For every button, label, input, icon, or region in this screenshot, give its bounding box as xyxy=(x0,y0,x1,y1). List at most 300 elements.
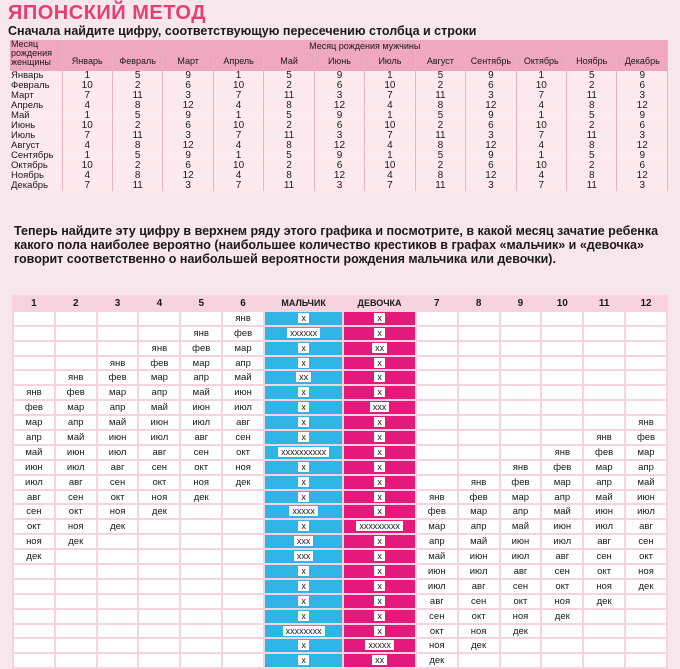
month-cell: янв xyxy=(138,341,180,356)
table-cell: 5 xyxy=(112,111,162,121)
table-cell: 7 xyxy=(62,181,112,191)
month-cell xyxy=(55,356,97,371)
chart-row xyxy=(13,356,667,371)
month-cell xyxy=(55,311,97,326)
cross-marks: x xyxy=(298,313,309,323)
table-cell: 7 xyxy=(213,131,263,141)
month-cell: фев xyxy=(583,445,625,460)
number-header: 11 xyxy=(583,296,625,311)
month-cell xyxy=(416,370,458,385)
boy-cell xyxy=(264,549,343,564)
mother-month-label: Ноябрь xyxy=(10,171,62,181)
girl-cell xyxy=(343,534,416,549)
girl-cell xyxy=(343,326,416,341)
table-cell: 5 xyxy=(567,71,617,81)
table-cell: 5 xyxy=(264,151,314,161)
month-cell: май xyxy=(180,385,222,400)
month-cell: ноя xyxy=(222,460,264,475)
table-cell: 1 xyxy=(213,151,263,161)
month-cell: окт xyxy=(458,609,500,624)
month-cell xyxy=(625,653,667,668)
month-cell xyxy=(138,579,180,594)
number-header: 9 xyxy=(500,296,542,311)
month-cell: мар xyxy=(180,356,222,371)
month-cell xyxy=(583,385,625,400)
table-cell: 9 xyxy=(466,71,516,81)
month-cell: июл xyxy=(97,445,139,460)
boy-cell xyxy=(264,638,343,653)
month-cell xyxy=(180,311,222,326)
table-cell: 5 xyxy=(415,71,465,81)
cross-marks: x xyxy=(374,626,385,636)
month-cell: июн xyxy=(625,490,667,505)
girl-cell xyxy=(343,519,416,534)
table-cell: 3 xyxy=(163,131,213,141)
table-cell: 8 xyxy=(112,101,162,111)
month-cell xyxy=(180,519,222,534)
month-cell xyxy=(458,326,500,341)
month-cell: авг xyxy=(222,415,264,430)
month-cell xyxy=(500,445,542,460)
month-cell: май xyxy=(500,519,542,534)
page-title: ЯПОНСКИЙ МЕТОД xyxy=(8,2,206,24)
month-cell xyxy=(13,594,55,609)
month-cell xyxy=(541,341,583,356)
table-cell: 10 xyxy=(365,161,415,171)
month-cell: апр xyxy=(625,460,667,475)
month-cell: авг xyxy=(583,534,625,549)
month-cell: авг xyxy=(97,460,139,475)
month-cell xyxy=(625,311,667,326)
table-cell: 5 xyxy=(415,111,465,121)
chart-row xyxy=(13,534,667,549)
month-cell xyxy=(500,341,542,356)
month-cell xyxy=(583,400,625,415)
cross-marks: xxxxxx xyxy=(287,328,320,338)
month-cell xyxy=(222,653,264,668)
table-cell: 8 xyxy=(264,171,314,181)
month-cell: фев xyxy=(55,385,97,400)
table-cell: 1 xyxy=(365,71,415,81)
table-cell: 3 xyxy=(163,181,213,191)
month-cell: май xyxy=(458,534,500,549)
boy-cell xyxy=(264,370,343,385)
boy-cell xyxy=(264,475,343,490)
table-cell: 9 xyxy=(466,151,516,161)
table-cell: 6 xyxy=(466,121,516,131)
table-cell: 11 xyxy=(112,181,162,191)
table-cell: 2 xyxy=(567,81,617,91)
month-cell xyxy=(55,326,97,341)
girl-cell xyxy=(343,356,416,371)
cross-marks: x xyxy=(298,358,309,368)
month-cell: апр xyxy=(55,415,97,430)
father-month-header: Месяц рождения мужчины xyxy=(62,40,668,51)
month-cell: июн xyxy=(416,564,458,579)
month-cell xyxy=(625,356,667,371)
month-cell xyxy=(97,638,139,653)
table-cell: 12 xyxy=(617,101,668,111)
table-cell: 2 xyxy=(264,81,314,91)
number-header: 5 xyxy=(180,296,222,311)
month-cell xyxy=(541,385,583,400)
table-cell: 2 xyxy=(415,81,465,91)
month-cell: дек xyxy=(97,519,139,534)
table-cell: 11 xyxy=(567,91,617,101)
month-cell xyxy=(416,415,458,430)
month-cell: окт xyxy=(416,624,458,639)
month-cell: мар xyxy=(13,415,55,430)
month-cell xyxy=(222,504,264,519)
month-cell: апр xyxy=(138,385,180,400)
table-cell: 7 xyxy=(213,91,263,101)
month-cell xyxy=(97,341,139,356)
table-cell: 11 xyxy=(567,131,617,141)
table-cell: 6 xyxy=(466,81,516,91)
table-cell: 9 xyxy=(163,151,213,161)
cross-marks: x xyxy=(374,492,385,502)
month-cell: дек xyxy=(180,490,222,505)
table-cell: 3 xyxy=(466,181,516,191)
month-cell xyxy=(583,311,625,326)
cross-marks: xxxxx xyxy=(365,640,394,650)
chart-row xyxy=(13,415,667,430)
boy-cell xyxy=(264,326,343,341)
gender-chart xyxy=(12,295,668,669)
table-cell: 10 xyxy=(213,161,263,171)
cross-marks: x xyxy=(298,462,309,472)
month-cell xyxy=(97,564,139,579)
month-cell: апр xyxy=(97,400,139,415)
table-cell: 2 xyxy=(264,161,314,171)
table-cell: 6 xyxy=(617,161,668,171)
table-cell: 12 xyxy=(466,101,516,111)
month-cell: авг xyxy=(541,549,583,564)
month-cell: окт xyxy=(55,504,97,519)
number-header: 6 xyxy=(222,296,264,311)
month-cell: янв xyxy=(222,311,264,326)
month-cell xyxy=(138,609,180,624)
cross-marks: xxx xyxy=(294,536,314,546)
girl-cell xyxy=(343,653,416,668)
table-cell: 12 xyxy=(314,171,364,181)
month-cell xyxy=(55,549,97,564)
month-cell xyxy=(458,341,500,356)
table-cell: 12 xyxy=(163,141,213,151)
month-cell: янв xyxy=(55,370,97,385)
month-cell xyxy=(500,430,542,445)
table-cell: 9 xyxy=(163,111,213,121)
month-cell: фев xyxy=(138,356,180,371)
table-cell: 3 xyxy=(617,91,668,101)
month-cell xyxy=(541,356,583,371)
month-cell: фев xyxy=(180,341,222,356)
table-cell: 3 xyxy=(466,131,516,141)
month-cell: мар xyxy=(583,460,625,475)
month-cell xyxy=(13,370,55,385)
table-cell: 6 xyxy=(314,161,364,171)
table-cell: 8 xyxy=(264,101,314,111)
table-cell: 7 xyxy=(516,131,566,141)
father-month-label: Август xyxy=(415,51,465,71)
month-cell: июл xyxy=(55,460,97,475)
table-cell: 9 xyxy=(314,111,364,121)
month-cell xyxy=(13,356,55,371)
month-cell xyxy=(416,326,458,341)
month-cell: июн xyxy=(180,400,222,415)
month-cell: дек xyxy=(416,653,458,668)
table-cell: 12 xyxy=(617,141,668,151)
table-cell: 2 xyxy=(567,161,617,171)
cross-marks: x xyxy=(374,596,385,606)
month-cell: апр xyxy=(541,490,583,505)
table-cell: 4 xyxy=(516,171,566,181)
month-cell: янв xyxy=(458,475,500,490)
table-cell: 2 xyxy=(415,161,465,171)
month-cell: мар xyxy=(541,475,583,490)
table-cell: 7 xyxy=(516,91,566,101)
chart-row xyxy=(13,385,667,400)
month-cell: июл xyxy=(222,400,264,415)
table-cell: 11 xyxy=(112,91,162,101)
month-cell xyxy=(138,624,180,639)
month-cell xyxy=(138,519,180,534)
month-cell xyxy=(458,400,500,415)
month-cell xyxy=(13,326,55,341)
month-cell xyxy=(13,624,55,639)
table-cell: 4 xyxy=(62,171,112,181)
month-cell: июн xyxy=(13,460,55,475)
father-month-label: Ноябрь xyxy=(567,51,617,71)
month-cell xyxy=(13,638,55,653)
month-cell xyxy=(55,609,97,624)
month-cell: окт xyxy=(541,579,583,594)
month-cell: сен xyxy=(55,490,97,505)
table-cell: 12 xyxy=(163,101,213,111)
table-cell: 8 xyxy=(264,141,314,151)
month-cell: окт xyxy=(222,445,264,460)
table-cell: 7 xyxy=(365,131,415,141)
month-cell xyxy=(55,624,97,639)
instruction-text: Сначала найдите цифру, соответствующую пересечению столбца и строки xyxy=(8,24,477,38)
table-cell: 5 xyxy=(567,151,617,161)
girl-cell xyxy=(343,311,416,326)
cross-marks: x xyxy=(298,581,309,591)
month-cell xyxy=(500,326,542,341)
month-cell xyxy=(458,370,500,385)
chart-row xyxy=(13,460,667,475)
girl-cell xyxy=(343,385,416,400)
table-cell: 3 xyxy=(314,131,364,141)
girl-cell xyxy=(343,475,416,490)
girl-cell xyxy=(343,341,416,356)
month-cell xyxy=(416,430,458,445)
table-cell: 4 xyxy=(213,141,263,151)
month-cell xyxy=(500,638,542,653)
girl-cell xyxy=(343,624,416,639)
table-cell: 10 xyxy=(213,81,263,91)
cross-marks: x xyxy=(374,462,385,472)
table-cell: 9 xyxy=(617,151,668,161)
month-cell: июн xyxy=(500,534,542,549)
month-cell: апр xyxy=(222,356,264,371)
month-cell: окт xyxy=(500,594,542,609)
month-cell xyxy=(97,609,139,624)
month-cell xyxy=(625,400,667,415)
table-cell: 6 xyxy=(163,81,213,91)
table-cell: 5 xyxy=(567,111,617,121)
month-cell: июн xyxy=(55,445,97,460)
month-cell: мар xyxy=(500,490,542,505)
month-cell xyxy=(583,326,625,341)
month-cell xyxy=(13,579,55,594)
month-cell: сен xyxy=(13,504,55,519)
month-cell xyxy=(97,534,139,549)
month-cell xyxy=(138,326,180,341)
chart-row xyxy=(13,430,667,445)
month-cell: дек xyxy=(583,594,625,609)
table-cell: 1 xyxy=(516,151,566,161)
month-cell xyxy=(13,311,55,326)
header-row xyxy=(10,40,668,51)
month-cell: май xyxy=(138,400,180,415)
month-cell xyxy=(55,638,97,653)
table-cell: 10 xyxy=(213,121,263,131)
month-cell: июл xyxy=(416,579,458,594)
chart-row xyxy=(13,490,667,505)
month-cell xyxy=(55,564,97,579)
month-cell: окт xyxy=(13,519,55,534)
cross-marks: x xyxy=(298,387,309,397)
month-cell: дек xyxy=(55,534,97,549)
month-cell xyxy=(416,341,458,356)
month-cell: фев xyxy=(541,460,583,475)
month-cell: авг xyxy=(13,490,55,505)
table-cell: 6 xyxy=(617,121,668,131)
table-cell: 5 xyxy=(264,71,314,81)
month-cell: мар xyxy=(458,504,500,519)
month-cell xyxy=(416,356,458,371)
month-cell xyxy=(180,564,222,579)
month-cell: июл xyxy=(138,430,180,445)
chart-row xyxy=(13,549,667,564)
mother-month-label: Февраль xyxy=(10,81,62,91)
month-cell: июн xyxy=(458,549,500,564)
table-cell: 7 xyxy=(62,131,112,141)
table-cell: 10 xyxy=(516,81,566,91)
cross-marks: x xyxy=(298,655,309,665)
cross-marks: x xyxy=(374,432,385,442)
month-cell: май xyxy=(97,415,139,430)
table-cell: 10 xyxy=(62,161,112,171)
cross-marks: xxxxx xyxy=(289,506,318,516)
month-cell: дек xyxy=(138,504,180,519)
month-cell: май xyxy=(55,430,97,445)
months-row xyxy=(10,51,668,71)
boy-cell xyxy=(264,624,343,639)
table-cell: 6 xyxy=(314,121,364,131)
father-month-label: Декабрь xyxy=(617,51,668,71)
month-cell: ноя xyxy=(55,519,97,534)
girl-cell xyxy=(343,400,416,415)
table-cell: 8 xyxy=(112,141,162,151)
table-cell: 6 xyxy=(314,81,364,91)
table-cell: 9 xyxy=(314,71,364,81)
month-cell xyxy=(222,609,264,624)
month-cell: дек xyxy=(458,638,500,653)
chart-row xyxy=(13,609,667,624)
month-cell xyxy=(97,549,139,564)
month-cell xyxy=(625,385,667,400)
boy-cell xyxy=(264,445,343,460)
girl-header: ДЕВОЧКА xyxy=(343,296,416,311)
table-cell: 7 xyxy=(516,181,566,191)
month-cell: дек xyxy=(500,624,542,639)
table-cell: 11 xyxy=(112,131,162,141)
month-cell xyxy=(458,385,500,400)
month-cell: окт xyxy=(97,490,139,505)
month-cell: сен xyxy=(583,549,625,564)
girl-cell xyxy=(343,609,416,624)
table-cell: 7 xyxy=(213,181,263,191)
month-cell: июл xyxy=(500,549,542,564)
month-cell xyxy=(13,653,55,668)
month-cell xyxy=(625,594,667,609)
month-cell xyxy=(541,370,583,385)
month-cell: апр xyxy=(416,534,458,549)
month-cell xyxy=(138,311,180,326)
boy-cell xyxy=(264,460,343,475)
month-cell: дек xyxy=(625,579,667,594)
cross-marks: x xyxy=(374,536,385,546)
month-cell xyxy=(416,400,458,415)
cross-marks: x xyxy=(374,551,385,561)
month-cell: окт xyxy=(138,475,180,490)
table-cell: 1 xyxy=(213,111,263,121)
number-header: 1 xyxy=(13,296,55,311)
mother-month-label: Сентябрь xyxy=(10,151,62,161)
month-cell: янв xyxy=(500,460,542,475)
month-cell: авг xyxy=(500,564,542,579)
month-cell: авг xyxy=(625,519,667,534)
boy-cell xyxy=(264,609,343,624)
month-cell: сен xyxy=(500,579,542,594)
month-cell xyxy=(97,624,139,639)
number-header: 12 xyxy=(625,296,667,311)
father-month-label: Февраль xyxy=(112,51,162,71)
table-cell: 11 xyxy=(264,91,314,101)
month-cell xyxy=(625,341,667,356)
boy-cell xyxy=(264,490,343,505)
month-cell xyxy=(138,564,180,579)
table-cell: 4 xyxy=(213,101,263,111)
month-cell: сен xyxy=(222,430,264,445)
cross-marks: x xyxy=(374,477,385,487)
month-cell xyxy=(541,326,583,341)
month-cell: фев xyxy=(13,400,55,415)
month-cell xyxy=(583,341,625,356)
month-cell: май xyxy=(583,490,625,505)
cross-marks: x xyxy=(374,566,385,576)
month-cell: фев xyxy=(625,430,667,445)
father-month-label: Апрель xyxy=(213,51,263,71)
chart-row xyxy=(13,311,667,326)
cross-marks: x xyxy=(298,640,309,650)
month-cell xyxy=(500,415,542,430)
table-cell: 2 xyxy=(415,121,465,131)
month-cell: сен xyxy=(625,534,667,549)
month-cell xyxy=(458,311,500,326)
